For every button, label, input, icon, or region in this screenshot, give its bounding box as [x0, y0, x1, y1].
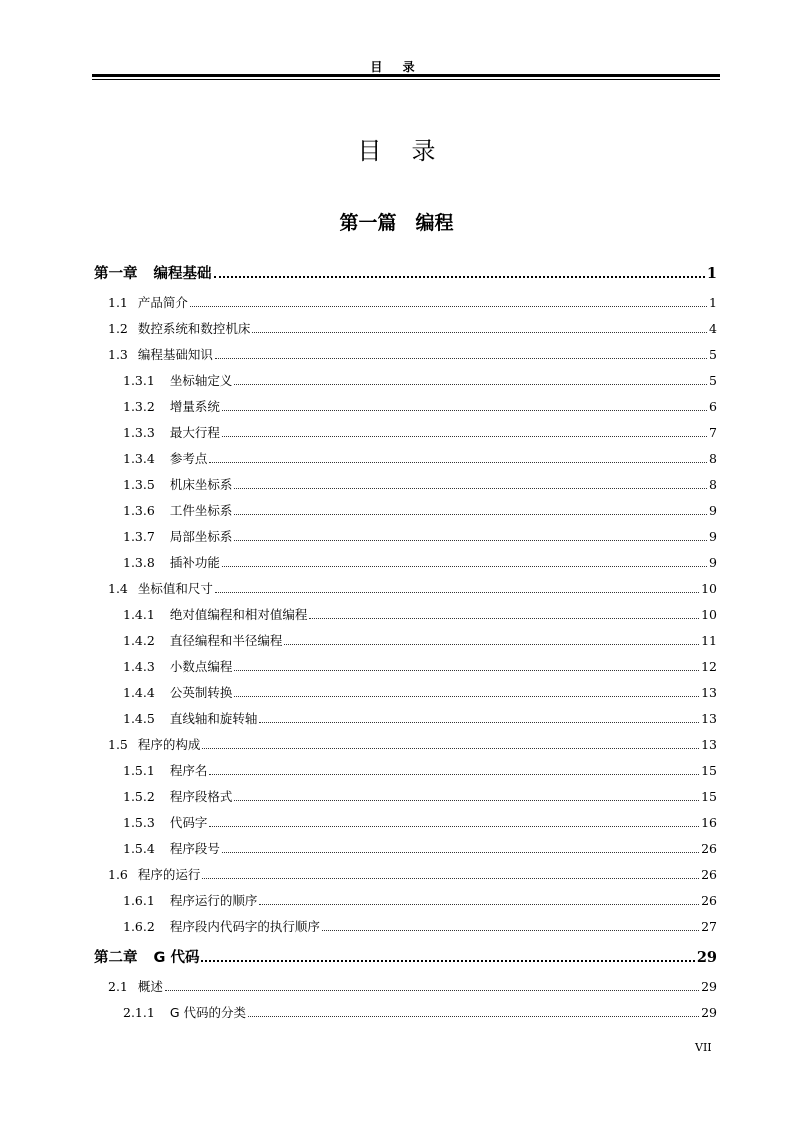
- toc-entry-page: 5: [709, 347, 717, 362]
- toc-dot-leader: [222, 435, 707, 437]
- toc-entry-number: 1.3.3: [123, 425, 155, 440]
- toc-dot-leader: [252, 331, 707, 333]
- toc-subsection-entry[interactable]: [123, 475, 717, 495]
- toc-entry-number: 1.4: [108, 581, 128, 596]
- toc-entry-page: 16: [701, 815, 717, 830]
- toc-entry-title: 坐标轴定义: [169, 373, 233, 388]
- toc-entry-number: 1.3.6: [123, 503, 155, 518]
- toc-subsection-entry[interactable]: [123, 839, 717, 859]
- toc-entry-title: 直径编程和半径编程: [169, 633, 283, 648]
- toc-dot-leader: [209, 773, 699, 775]
- toc-subsection-entry[interactable]: [123, 397, 717, 417]
- toc-entry-number: 1.6.2: [123, 919, 155, 934]
- toc-entry-title: 数控系统和数控机床: [137, 321, 251, 336]
- toc-entry-page: 27: [701, 919, 717, 934]
- running-header: 目 录: [370, 60, 423, 74]
- toc-section-entry[interactable]: [108, 865, 717, 885]
- toc-entry-title: 产品简介: [137, 295, 188, 310]
- toc-entry-title: 机床坐标系: [169, 477, 233, 492]
- toc-subsection-entry[interactable]: [123, 891, 717, 911]
- toc-entry-page: 1: [706, 265, 717, 282]
- toc-chapter-entry[interactable]: [94, 946, 717, 966]
- toc-entry-title: 绝对值编程和相对值编程: [169, 607, 308, 622]
- toc-entry-number: 1.5.1: [123, 763, 155, 778]
- toc-entry-title: 小数点编程: [169, 659, 233, 674]
- toc-entry-title: 程序段格式: [169, 789, 233, 804]
- toc-entry-number: 1.1: [108, 295, 128, 310]
- toc-entry-page: 29: [696, 949, 717, 966]
- toc-subsection-entry[interactable]: [123, 631, 717, 651]
- toc-entry-number: 1.5.3: [123, 815, 155, 830]
- toc-entry-page: 13: [701, 711, 717, 726]
- toc-entry-page: 13: [701, 737, 717, 752]
- toc-entry-page: 29: [701, 979, 717, 994]
- toc-entry-title: 程序名: [169, 763, 208, 778]
- toc-entry-number: 1.2: [108, 321, 128, 336]
- toc-entry-number: 2.1.1: [123, 1005, 155, 1020]
- toc-dot-leader: [222, 409, 707, 411]
- toc-subsection-entry[interactable]: [123, 761, 717, 781]
- toc-dot-leader: [202, 747, 699, 749]
- toc-dot-leader: [214, 275, 705, 278]
- toc-entry-number: 1.4.5: [123, 711, 155, 726]
- part-title: 第一篇 编程: [339, 212, 454, 234]
- toc-entry-number: 1.6.1: [123, 893, 155, 908]
- toc-entry-title: 程序段号: [169, 841, 220, 856]
- toc-entry-title: 局部坐标系: [169, 529, 233, 544]
- toc-entry-page: 4: [709, 321, 717, 336]
- toc-entry-page: 15: [701, 789, 717, 804]
- toc-entry-number: 1.6: [108, 867, 128, 882]
- toc-dot-leader: [234, 383, 707, 385]
- toc-dot-leader: [201, 959, 694, 962]
- toc-dot-leader: [309, 617, 699, 619]
- toc-entry-title: 程序段内代码字的执行顺序: [169, 919, 320, 934]
- toc-entry-page: 9: [709, 555, 717, 570]
- toc-dot-leader: [209, 461, 707, 463]
- toc-entry-number: 1.3.7: [123, 529, 155, 544]
- toc-dot-leader: [234, 669, 699, 671]
- toc-entry-page: 26: [701, 893, 717, 908]
- toc-subsection-entry[interactable]: [123, 423, 717, 443]
- toc-chapter-entry[interactable]: [94, 262, 717, 282]
- toc-dot-leader: [234, 487, 707, 489]
- toc-entry-number: 1.4.4: [123, 685, 155, 700]
- toc-subsection-entry[interactable]: [123, 605, 717, 625]
- toc-dot-leader: [222, 565, 707, 567]
- toc-entry-title: G 代码: [153, 950, 200, 966]
- toc-entry-page: 6: [709, 399, 717, 414]
- toc-entry-title: G 代码的分类: [169, 1005, 246, 1020]
- toc-subsection-entry[interactable]: [123, 683, 717, 703]
- toc-entry-title: 增量系统: [169, 399, 220, 414]
- toc-dot-leader: [322, 929, 699, 931]
- toc-dot-leader: [190, 305, 707, 307]
- toc-subsection-entry[interactable]: [123, 787, 717, 807]
- toc-dot-leader: [234, 695, 699, 697]
- toc-section-entry[interactable]: [108, 293, 717, 313]
- toc-subsection-entry[interactable]: [123, 449, 717, 469]
- toc-entry-page: 11: [701, 633, 717, 648]
- toc-entry-number: 第二章: [94, 950, 138, 966]
- toc-entry-number: 2.1: [108, 979, 128, 994]
- toc-section-entry[interactable]: [108, 735, 717, 755]
- toc-entry-number: 1.3.5: [123, 477, 155, 492]
- toc-entry-page: 15: [701, 763, 717, 778]
- toc-entry-title: 插补功能: [169, 555, 220, 570]
- toc-dot-leader: [248, 1015, 699, 1017]
- toc-entry-number: 1.4.3: [123, 659, 155, 674]
- toc-dot-leader: [234, 799, 699, 801]
- toc-entry-page: 13: [701, 685, 717, 700]
- toc-entry-page: 29: [701, 1005, 717, 1020]
- toc-dot-leader: [284, 643, 699, 645]
- toc-dot-leader: [234, 513, 707, 515]
- toc-subsection-entry[interactable]: [123, 709, 717, 729]
- toc-entry-title: 代码字: [169, 815, 208, 830]
- toc-entry-title: 程序的构成: [137, 737, 201, 752]
- toc-entry-title: 程序的运行: [137, 867, 201, 882]
- toc-entry-page: 26: [701, 867, 717, 882]
- toc-dot-leader: [202, 877, 699, 879]
- toc-entry-page: 5: [709, 373, 717, 388]
- toc-subsection-entry[interactable]: [123, 813, 717, 833]
- toc-subsection-entry[interactable]: [123, 371, 717, 391]
- toc-entry-page: 8: [709, 451, 717, 466]
- toc-entry-title: 编程基础: [153, 266, 212, 282]
- toc-entry-title: 概述: [137, 979, 163, 994]
- toc-entry-page: 7: [709, 425, 717, 440]
- toc-section-entry[interactable]: [108, 579, 717, 599]
- toc-entry-page: 9: [709, 529, 717, 544]
- page-title: 目录: [357, 137, 466, 165]
- toc-entry-number: 1.3.8: [123, 555, 155, 570]
- toc-section-entry[interactable]: [108, 977, 717, 997]
- toc-entry-page: 1: [709, 295, 717, 310]
- toc-entry-number: 1.5.4: [123, 841, 155, 856]
- toc-subsection-entry[interactable]: [123, 917, 717, 937]
- toc-section-entry[interactable]: [108, 345, 717, 365]
- toc-entry-number: 1.4.2: [123, 633, 155, 648]
- toc-entry-number: 1.5.2: [123, 789, 155, 804]
- toc-subsection-entry[interactable]: [123, 553, 717, 573]
- toc-dot-leader: [209, 825, 699, 827]
- toc-entry-number: 1.3.4: [123, 451, 155, 466]
- toc-entry-title: 直线轴和旋转轴: [169, 711, 258, 726]
- toc-entry-title: 程序运行的顺序: [169, 893, 258, 908]
- toc-entry-page: 9: [709, 503, 717, 518]
- toc-entry-title: 最大行程: [169, 425, 220, 440]
- toc-entry-title: 工件坐标系: [169, 503, 233, 518]
- toc-entry-title: 坐标值和尺寸: [137, 581, 213, 596]
- toc-dot-leader: [234, 539, 707, 541]
- toc-entry-number: 1.3.2: [123, 399, 155, 414]
- toc-subsection-entry[interactable]: [123, 657, 717, 677]
- toc-entry-title: 公英制转换: [169, 685, 233, 700]
- toc-subsection-entry[interactable]: [123, 527, 717, 547]
- toc-entry-number: 1.5: [108, 737, 128, 752]
- toc-entry-number: 第一章: [94, 266, 138, 282]
- toc-entry-number: 1.3.1: [123, 373, 155, 388]
- toc-section-entry[interactable]: [108, 319, 717, 339]
- toc-entry-number: 1.3: [108, 347, 128, 362]
- header-rule-thick: [92, 74, 720, 77]
- header-rule-thin: [92, 79, 720, 80]
- toc-entry-page: 12: [701, 659, 717, 674]
- toc-entry-page: 26: [701, 841, 717, 856]
- toc-entry-title: 参考点: [169, 451, 208, 466]
- toc-dot-leader: [215, 591, 699, 593]
- toc-dot-leader: [215, 357, 707, 359]
- toc-entry-page: 10: [701, 581, 717, 596]
- toc-subsection-entry[interactable]: [123, 501, 717, 521]
- toc-entry-page: 10: [701, 607, 717, 622]
- toc-dot-leader: [259, 721, 699, 723]
- toc-dot-leader: [222, 851, 699, 853]
- toc-entry-page: 8: [709, 477, 717, 492]
- page-number: VII: [695, 1041, 712, 1054]
- toc-subsection-entry[interactable]: [123, 1003, 717, 1023]
- toc-entry-number: 1.4.1: [123, 607, 155, 622]
- toc-dot-leader: [165, 989, 699, 991]
- toc-entry-title: 编程基础知识: [137, 347, 213, 362]
- toc-dot-leader: [259, 903, 699, 905]
